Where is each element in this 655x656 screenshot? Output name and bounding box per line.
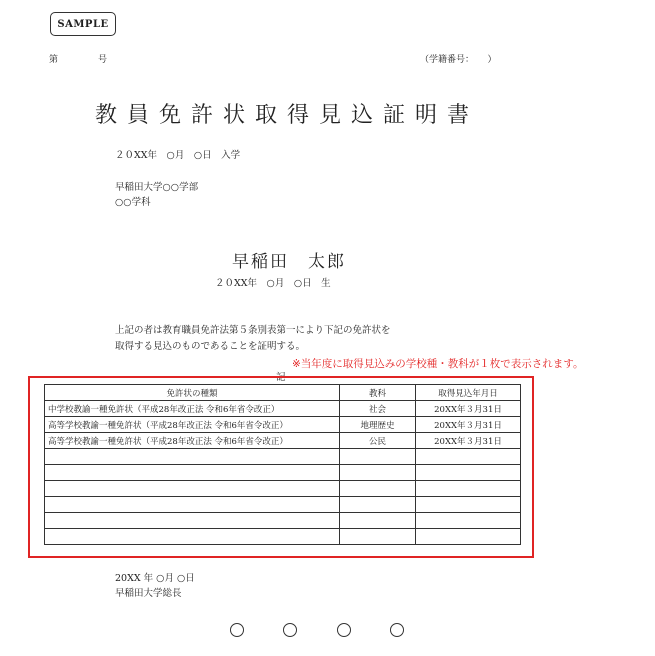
subject-cell: [340, 529, 416, 545]
license-type-cell: [45, 465, 340, 481]
statement-line-1: 上記の者は教育職員免許法第５条別表第一により下記の免許状を: [115, 325, 391, 336]
enrollment-date: ２０XX年 ○月 ○日 入学: [115, 150, 241, 161]
student-name: 早稲田 太郎: [232, 252, 346, 272]
license-type-cell: [45, 529, 340, 545]
column-header-subject: 教科: [340, 385, 416, 401]
table-row: [45, 401, 521, 417]
license-type-cell: [45, 497, 340, 513]
table-header-row: [45, 385, 521, 401]
issuer-title: 早稲田大学総長: [115, 588, 182, 599]
expected-date-cell: [416, 497, 521, 513]
signature-circle-mark: [337, 623, 351, 637]
table-row: [45, 465, 521, 481]
document-title: 教員免許状取得見込証明書: [95, 103, 480, 128]
expected-date-cell: 20XX年３月31日: [416, 417, 521, 433]
expected-date-cell: [416, 529, 521, 545]
signature-circle-mark: [390, 623, 404, 637]
license-type-cell: [45, 513, 340, 529]
certificate-number-suffix: 号: [98, 55, 108, 65]
subject-cell: [340, 497, 416, 513]
table-row: [45, 529, 521, 545]
sample-stamp: SAMPLE: [50, 12, 116, 36]
table-row: [45, 417, 521, 433]
subject-cell: 社会: [340, 401, 416, 417]
subject-cell: 公民: [340, 433, 416, 449]
license-type-cell: 中学校教諭一種免許状（平成28年改正法 令和6年省令改正）: [45, 401, 340, 417]
subject-cell: 地理歴史: [340, 417, 416, 433]
statement-line-2: 取得する見込のものであることを証明する。: [115, 341, 306, 352]
table-row: [45, 513, 521, 529]
signature-circle-mark: [283, 623, 297, 637]
subject-cell: [340, 449, 416, 465]
student-number-field: （学籍番号： ）: [420, 55, 497, 65]
table-row: [45, 449, 521, 465]
expected-date-cell: [416, 449, 521, 465]
subject-cell: [340, 481, 416, 497]
subject-cell: [340, 513, 416, 529]
license-table: [44, 384, 521, 545]
ki-marker: 記: [276, 372, 286, 383]
signature-circle-mark: [230, 623, 244, 637]
expected-date-cell: [416, 465, 521, 481]
column-header-expected-date: 取得見込年月日: [416, 385, 521, 401]
expected-date-cell: 20XX年３月31日: [416, 401, 521, 417]
license-type-cell: [45, 481, 340, 497]
university-faculty: 早稲田大学○○学部: [115, 182, 199, 193]
issue-date: 20XX 年 ○月 ○日: [115, 573, 195, 584]
expected-date-cell: 20XX年３月31日: [416, 433, 521, 449]
column-header-license-type: 免許状の種類: [45, 385, 340, 401]
certificate-number-label: 第: [49, 55, 59, 65]
birth-date: ２０XX年 ○月 ○日 生: [215, 278, 331, 289]
table-row: [45, 481, 521, 497]
annotation-note: ※当年度に取得見込みの学校種・教科が１枚で表示されます。: [292, 358, 584, 370]
license-type-cell: [45, 449, 340, 465]
department: ○○学科: [115, 197, 151, 208]
expected-date-cell: [416, 513, 521, 529]
license-type-cell: 高等学校教諭一種免許状（平成28年改正法 令和6年省令改正）: [45, 433, 340, 449]
table-row: [45, 433, 521, 449]
subject-cell: [340, 465, 416, 481]
expected-date-cell: [416, 481, 521, 497]
table-row: [45, 497, 521, 513]
license-type-cell: 高等学校教諭一種免許状（平成28年改正法 令和6年省令改正）: [45, 417, 340, 433]
